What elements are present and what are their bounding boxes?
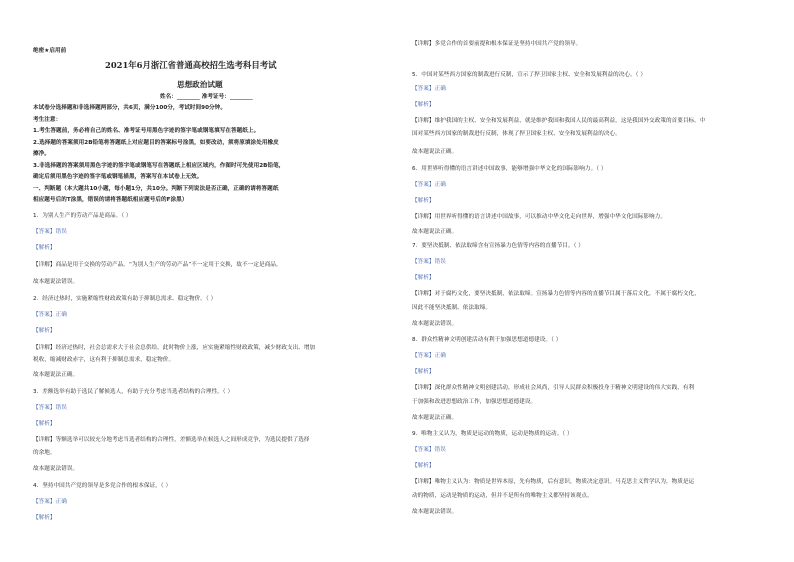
analysis-label: 【解析】 [33, 328, 56, 334]
detail-text: 【详解】唯物主义认为：物质是世界本原，先有物质，后有意识，物质决定意识。马克思主义哲学认为，物质是运 [412, 479, 695, 485]
detail-text: 于加强和改进思想政治工作，加强思想道德建设。 [412, 399, 537, 405]
question-text: 4．坚持中国共产党的领导是多党合作的根本保证。（ ） [33, 483, 172, 489]
answer-label: 【答案】正确 [412, 353, 446, 359]
analysis-label: 【解析】 [412, 463, 435, 469]
question-text: 1．为别人生产的劳动产品是商品。（ ） [33, 213, 132, 219]
detail-text: 【详解】商品是用于交换的劳动产品。“为别人生产的劳动产品”不一定用于交换，故不一定是商品。 [33, 262, 282, 268]
analysis-label: 【解析】 [412, 275, 435, 281]
detail-text: 国对某些西方国家的制裁进行反制，体现了捍卫国家主权、安全和发展利益的决心。 [412, 131, 621, 137]
conclusion-text: 故本题说法错误。 [33, 279, 79, 285]
detail-text: 税收，缩减财政赤字，这有利于抑制总需求，稳定物价。 [33, 357, 175, 363]
detail-text: 因此不能坚决抵制、依法取缔。 [412, 305, 492, 311]
analysis-label: 【解析】 [412, 102, 435, 108]
exam-title: 2021年6月浙江省普通高校招生选考科目考试 [105, 60, 277, 70]
left-column [33, 0, 413, 562]
detail-text: 动的物质，运动是物质的运动，但并不是所有的唯物主义都坚持该观点。 [412, 493, 593, 499]
analysis-label: 【解析】 [33, 245, 56, 251]
instruction-line: 一、判断题（本大题共10小题，每小题1分，共10分。判断下列说法是否正确，正确的请将答题纸 [33, 186, 279, 192]
exam-subtitle: 思想政治试题 [177, 80, 223, 89]
answer-label: 【答案】错误 [33, 229, 67, 235]
question-text: 7．要坚决抵制、依法取缔含有宣扬暴力色情等内容的直播节目。（ ） [412, 243, 584, 249]
detail-text: 【详解】等额选举可以较充分地考虑当选者结构的合理性，差额选举在候选人之间形成竞争，为选民提供了选择 [33, 437, 310, 443]
detail-text: 【详解】用世界听得懂的语言讲述中国故事，可以推动中华文化走向世界，增强中华文化国际影响力。 [412, 214, 666, 220]
answer-label: 【答案】正确 [412, 182, 446, 188]
question-text: 2．经济过热时，实施紧缩性财政政策有助于抑制总需求、稳定物价。（ ） [33, 296, 217, 302]
right-column [412, 0, 792, 562]
instruction-line: 本试卷分选择题和非选择题两部分，共6页，满分100分，考试时间90分钟。 [33, 105, 226, 111]
detail-text: 的余地。 [33, 450, 56, 456]
instruction-line: 3.非选择题的答案须用黑色字迹的签字笔或钢笔写在答题纸上相应区域内，作图时可先使用2B铅笔， [33, 163, 285, 169]
detail-text: 【详解】多党合作的首要前提和根本保证是坚持中国共产党的领导。 [412, 41, 582, 47]
detail-text: 【详解】对于腐朽文化，要坚决抵制，依法取缔。宣扬暴力色情等内容的直播节目属于落后文化，不属于腐朽文化， [412, 291, 700, 297]
confidential-label: 绝密★启用前 [33, 48, 67, 54]
analysis-label: 【解析】 [412, 198, 435, 204]
name-field: 姓名：________ 准考证号：________ [160, 94, 253, 100]
answer-label: 【答案】错误 [412, 447, 446, 453]
instruction-line: 考生注意： [33, 117, 62, 123]
analysis-label: 【解析】 [412, 369, 435, 375]
instruction-line: 确定后须用黑色字迹的签字笔或钢笔描黑，答案写在本试卷上无效。 [33, 174, 203, 180]
instruction-line: 相应题号后的T涂黑，错误的请将答题纸相应题号后的F涂黑） [33, 197, 188, 203]
analysis-label: 【解析】 [33, 515, 56, 521]
conclusion-text: 故本题说法正确。 [412, 415, 458, 421]
question-text: 8．群众性精神文明创建活动有利于加强思想道德建设。（ ） [412, 337, 562, 343]
answer-label: 【答案】正确 [412, 86, 446, 92]
question-text: 5．中国对某些西方国家的制裁进行反制，宣示了捍卫国家主权、安全和发展利益的决心。（ ） [412, 72, 647, 78]
answer-label: 【答案】正确 [33, 312, 67, 318]
answer-label: 【答案】错误 [412, 259, 446, 265]
instruction-line: 擦净。 [33, 151, 50, 157]
instruction-line: 1.考生答题前，务必将自己的姓名、准考证号用黑色字迹的签字笔或钢笔填写在答题纸上。 [33, 128, 260, 134]
detail-text: 【详解】经济过热时，社会总需求大于社会总供给，此时物价上涨，应实施紧缩性财政政策，减少财政支出、增加 [33, 345, 316, 351]
answer-label: 【答案】错误 [33, 405, 67, 411]
answer-label: 【答案】正确 [33, 499, 67, 505]
conclusion-text: 故本题说法正确。 [412, 149, 458, 155]
conclusion-text: 故本题说法错误。 [412, 321, 458, 327]
conclusion-text: 故本题说法错误。 [412, 509, 458, 515]
detail-text: 【详解】维护我国的主权、安全和发展利益，就是维护我国和我国人民的最高利益，这是我国外交政策的首要目标。中 [412, 118, 706, 124]
question-text: 3．差额选举有助于选民了解候选人，有助于充分考虑当选者结构的合理性。（ ） [33, 389, 234, 395]
conclusion-text: 故本题说法错误。 [33, 466, 79, 472]
question-text: 6．用世界听得懂的语言讲述中国故事，能够增强中华文化的国际影响力。（ ） [412, 166, 607, 172]
conclusion-text: 故本题说法正确。 [412, 229, 458, 235]
instruction-line: 2.选择题的答案须用2B铅笔将答题纸上对应题目的答案标号涂黑，如要改动，须将原填涂处用橡皮 [33, 140, 279, 146]
detail-text: 【详解】深化群众性精神文明创建活动，形成社会风尚，引导人民群众积极投身于精神文明建设的伟大实践，有利 [412, 385, 695, 391]
analysis-label: 【解析】 [33, 421, 56, 427]
question-text: 9．唯物主义认为，物质是运动的物质，运动是物质的运动。（ ） [412, 431, 573, 437]
conclusion-text: 故本题说法正确。 [33, 372, 79, 378]
